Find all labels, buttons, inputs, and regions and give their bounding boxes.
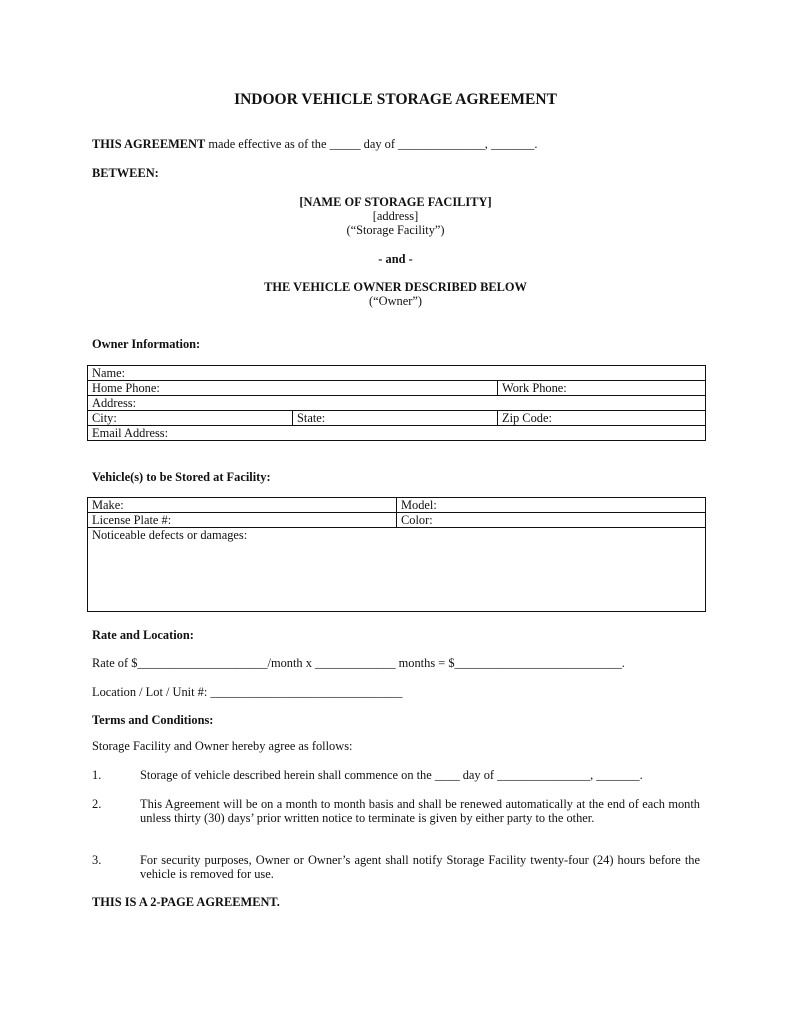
owner-party-name: THE VEHICLE OWNER DESCRIBED BELOW [264,280,527,294]
owner-party-alias: (“Owner”) [369,294,422,308]
table-row [88,513,706,528]
model-field[interactable]: Model: [397,498,706,513]
work-phone-field[interactable]: Work Phone: [498,381,706,396]
owner-name-field[interactable]: Name: [88,366,706,381]
term-2-number: 2. [92,797,102,811]
term-1-text: Storage of vehicle described herein shall commence on the ____ day of _______________, _______. [140,768,643,782]
footer-note: THIS IS A 2-PAGE AGREEMENT. [92,895,280,909]
rate-line[interactable]: Rate of $_____________________/month x _____________ months = $___________________________. [92,656,625,670]
table-row [88,498,706,513]
vehicle-table [87,497,706,612]
make-field[interactable]: Make: [88,498,397,513]
term-2-text: This Agreement will be on a month to month basis and shall be renewed automatically at the end of each month unless thirty (30) days’ prior written notice to terminate is given by either party to the other. [140,797,700,825]
address-field[interactable]: Address: [88,396,706,411]
state-field[interactable]: State: [293,411,498,426]
term-1-number: 1. [92,768,102,782]
between-label: BETWEEN: [92,166,159,180]
terms-heading: Terms and Conditions: [92,713,214,727]
table-row [88,411,706,426]
owner-info-heading: Owner Information: [92,337,201,351]
location-line[interactable]: Location / Lot / Unit #: _______________________________ [92,685,403,699]
home-phone-field[interactable]: Home Phone: [88,381,498,396]
zip-code-field[interactable]: Zip Code: [498,411,706,426]
facility-alias: (“Storage Facility”) [346,223,445,237]
intro-rest: made effective as of the _____ day of ______________, _______. [205,137,538,151]
term-3-text: For security purposes, Owner or Owner’s agent shall notify Storage Facility twenty-four (24) hours before the vehicle is removed for use. [140,853,700,881]
table-row [88,381,706,396]
facility-address: [address] [372,209,419,223]
city-field[interactable]: City: [88,411,293,426]
vehicle-heading: Vehicle(s) to be Stored at Facility: [92,470,271,484]
intro-line [92,137,537,152]
facility-name: [NAME OF STORAGE FACILITY] [299,195,492,209]
table-row [88,366,706,381]
term-3-number: 3. [92,853,102,867]
rate-heading: Rate and Location: [92,628,194,642]
owner-info-table [87,365,706,441]
email-field[interactable]: Email Address: [88,426,706,441]
intro-lead: THIS AGREEMENT [92,137,206,151]
license-plate-field[interactable]: License Plate #: [88,513,397,528]
color-field[interactable]: Color: [397,513,706,528]
and-separator: - and - [378,252,413,266]
table-row [88,396,706,411]
defects-field[interactable]: Noticeable defects or damages: [88,528,706,612]
table-row [88,528,706,612]
terms-intro: Storage Facility and Owner hereby agree as follows: [92,739,353,753]
table-row [88,426,706,441]
document-title: INDOOR VEHICLE STORAGE AGREEMENT [234,91,557,108]
